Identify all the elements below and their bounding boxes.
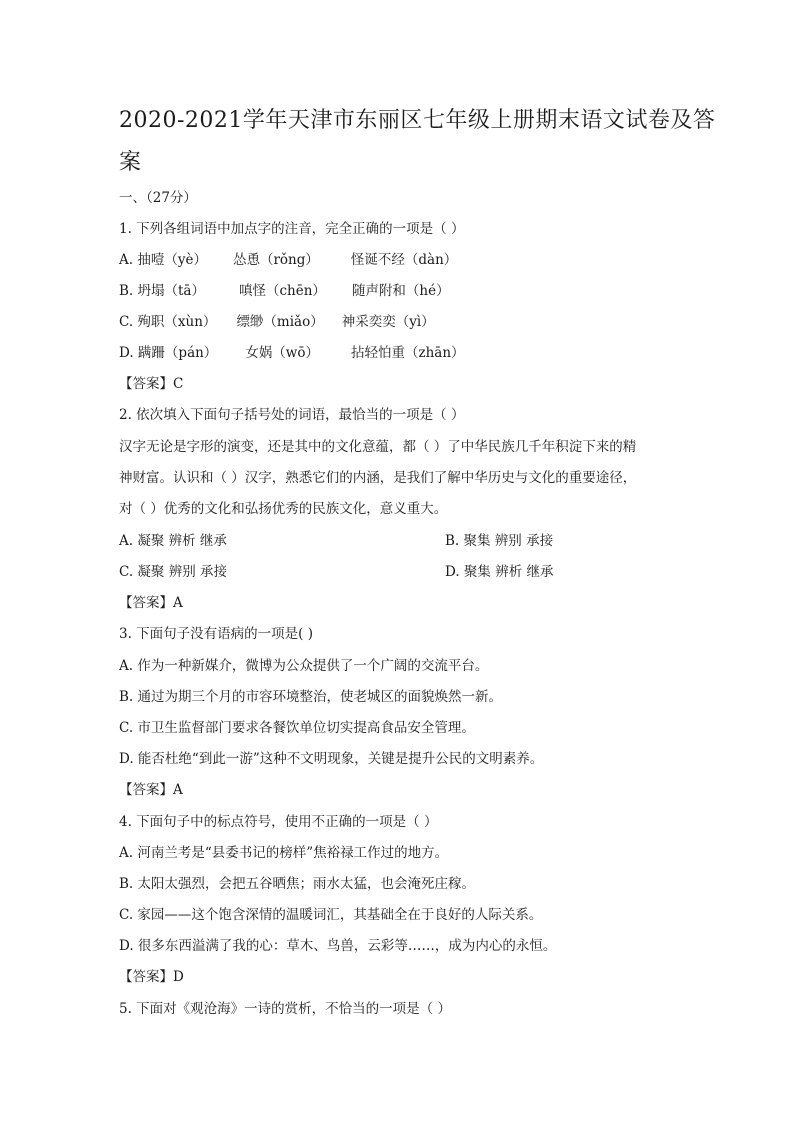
q1-answer: 【答案】C <box>119 376 184 392</box>
q2-passage-1: 汉字无论是字形的演变，还是其中的文化意蕴，都（ ）了中华民族几千年积淀下来的精 <box>119 439 637 455</box>
q3-answer: 【答案】A <box>119 782 183 798</box>
q5-stem: 5. 下面对《观沧海》一诗的赏析，不恰当的一项是（ ） <box>119 1001 451 1017</box>
q3-stem: 3. 下面句子没有语病的一项是( ) <box>119 626 313 642</box>
q1-a-2: 怂恿（rǒng） <box>232 252 319 268</box>
q1-b-2: 嗔怪（chēn） <box>238 283 326 299</box>
q1-c-3: 神采奕奕（yì） <box>341 314 435 330</box>
q1-option-d <box>119 341 465 361</box>
q1-a-1: A. 抽噎（yè） <box>119 252 207 268</box>
q1-c-1: C. 殉职（xùn） <box>119 314 217 330</box>
q4-option-c: C. 家园——这个饱含深情的温暖词汇，其基础全在于良好的人际关系。 <box>119 907 543 923</box>
q1-d-3: 拈轻怕重（zhān） <box>351 345 465 361</box>
q2-passage-3: 对（ ）优秀的文化和弘扬优秀的民族文化，意义重大。 <box>119 501 448 517</box>
q2-option-a: A. 凝聚 辨析 继承 <box>119 533 227 549</box>
q3-option-d: D. 能否杜绝“到此一游”这种不文明现象，关键是提升公民的文明素养。 <box>119 751 544 767</box>
q1-d-1: D. 蹒跚（pán） <box>119 345 218 361</box>
q2-passage-2: 神财富。认识和（ ）汉字，熟悉它们的内涵，是我们了解中华历史与文化的重要途径， <box>119 470 637 486</box>
q2-stem: 2. 依次填入下面句子括号处的词语，最恰当的一项是（ ） <box>119 407 465 423</box>
q1-option-c <box>119 310 435 330</box>
q4-option-b: B. 太阳太强烈，会把五谷晒焦；雨水太猛，也会淹死庄稼。 <box>119 876 476 892</box>
q1-d-2: 女娲（wō） <box>245 345 319 361</box>
q1-option-a <box>119 248 457 268</box>
section-heading: 一、（27分） <box>119 190 197 206</box>
q1-c-2: 缥缈（miǎo） <box>236 314 324 330</box>
q2-option-c: C. 凝聚 辨别 承接 <box>119 564 228 580</box>
q2-option-b: B. 聚集 辨别 承接 <box>445 533 554 549</box>
q4-option-a: A. 河南兰考是“县委书记的榜样”焦裕禄工作过的地方。 <box>119 845 449 861</box>
q1-a-3: 怪诞不经（dàn） <box>350 252 458 268</box>
q1-b-3: 随声附和（hé） <box>351 283 450 299</box>
document-title: 2020-2021学年天津市东丽区七年级上册期末语文试卷及答案 <box>119 108 716 175</box>
q2-answer: 【答案】A <box>119 595 183 611</box>
q2-option-d: D. 聚集 辨析 继承 <box>445 564 554 580</box>
q3-option-c: C. 市卫生监督部门要求各餐饮单位切实提高食品安全管理。 <box>119 720 475 736</box>
q4-stem: 4. 下面句子中的标点符号，使用不正确的一项是（ ） <box>119 814 438 830</box>
q4-answer: 【答案】D <box>119 969 184 985</box>
q3-option-b: B. 通过为期三个月的市容环境整治，使老城区的面貌焕然一新。 <box>119 689 503 705</box>
q3-option-a: A. 作为一种新媒介，微博为公众提供了一个广阔的交流平台。 <box>119 658 489 674</box>
q4-option-d: D. 很多东西溢满了我的心：草木、鸟兽，云彩等……，成为内心的永恒。 <box>119 938 557 954</box>
q1-b-1: B. 坍塌（tā） <box>119 283 205 299</box>
q1-option-b <box>119 279 450 299</box>
q1-stem: 1. 下列各组词语中加点字的注音，完全正确的一项是（ ） <box>119 221 465 237</box>
